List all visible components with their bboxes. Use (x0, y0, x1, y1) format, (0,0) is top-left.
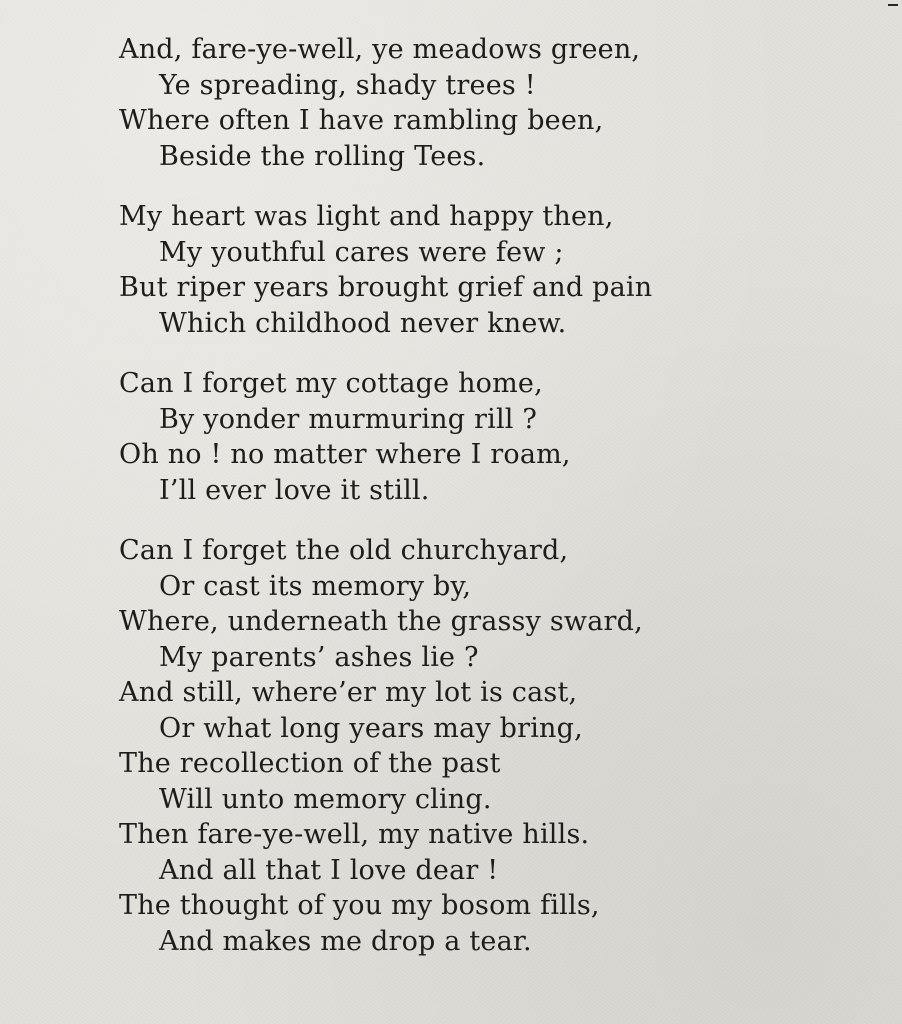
stanza-4 (119, 533, 819, 959)
poem-line: And all that I love dear ! (159, 854, 499, 886)
poem-line: And, fare-ye-well, ye meadows green, (119, 34, 641, 65)
poem (119, 32, 819, 959)
poem-line: My parents’ ashes lie ? (159, 641, 479, 673)
poem-line: My heart was light and happy then, (119, 201, 614, 232)
poem-line: Which childhood never knew. (159, 307, 567, 339)
poem-line: The thought of you my bosom fills, (119, 890, 600, 921)
page-corner-mark (888, 0, 898, 6)
poem-line: Can I forget the old churchyard, (119, 535, 569, 566)
poem-line: And still, where’er my lot is cast, (119, 677, 578, 708)
poem-line: The recollection of the past (119, 748, 501, 779)
poem-line: And makes me drop a tear. (159, 925, 532, 957)
poem-line: My youthful cares were few ; (159, 236, 564, 268)
poem-line: Where, underneath the grassy sward, (119, 606, 643, 637)
poem-line: Or what long years may bring, (159, 712, 583, 744)
poem-line: Then fare-ye-well, my native hills. (119, 819, 590, 850)
poem-line: I’ll ever love it still. (159, 474, 430, 506)
poem-line: Beside the rolling Tees. (159, 140, 486, 172)
stanza-2 (119, 199, 819, 341)
poem-line: Or cast its memory by, (159, 570, 472, 602)
poem-line: By yonder murmuring rill ? (159, 403, 538, 435)
poem-line: Will unto memory cling. (159, 783, 492, 815)
poem-line: Where often I have rambling been, (119, 105, 604, 136)
stanza-3 (119, 366, 819, 508)
poem-line: Ye spreading, shady trees ! (159, 69, 536, 101)
poem-line: But riper years brought grief and pain (119, 272, 653, 303)
poem-line: Oh no ! no matter where I roam, (119, 439, 571, 470)
poem-line: Can I forget my cottage home, (119, 368, 543, 399)
stanza-1 (119, 32, 819, 174)
